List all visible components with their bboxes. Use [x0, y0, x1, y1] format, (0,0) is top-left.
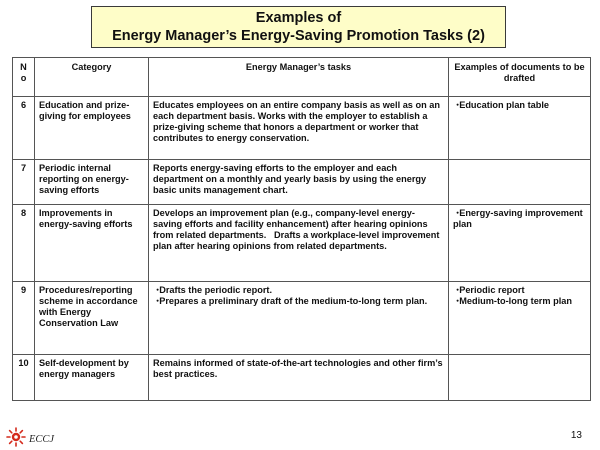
task-item: ・ Prepares a preliminary draft of the medium-to-long term plan.: [153, 296, 444, 307]
task-text: Develops an improvement plan (e.g., company-level energy-saving efforts and facility enhancement) after hearing opinions from related departments. Drafts a workplace-level improvement plan after hearing opinions from related departments.: [153, 208, 440, 251]
header-tasks: Energy Manager’s tasks: [149, 58, 449, 97]
row-category: Procedures/reporting scheme in accordance with Energy Conservation Law: [35, 282, 149, 355]
table-row: [13, 355, 591, 401]
row-category: Self-development by energy managers: [35, 355, 149, 401]
header-documents: Examples of documents to be drafted: [449, 58, 591, 97]
header-no: N o: [13, 58, 35, 97]
task-text: Educates employees on an entire company basis as well as on an each department basis. Works with the employer to establish a prize-giving scheme that honors a department or worker that contributes to energy conservation.: [153, 100, 440, 143]
page-number: 13: [570, 430, 582, 441]
row-tasks: [149, 160, 449, 205]
tasks-table: [12, 57, 591, 401]
document-item: ・ Medium-to-long term plan: [453, 296, 586, 307]
row-category: Periodic internal reporting on energy-saving efforts: [35, 160, 149, 205]
row-documents: [449, 355, 591, 401]
row-number: 10: [13, 355, 35, 401]
eccj-logo: [6, 426, 54, 448]
header-category: Category: [35, 58, 149, 97]
row-number: 7: [13, 160, 35, 205]
table-row: [13, 160, 591, 205]
row-documents: [449, 97, 591, 160]
document-item: ・ Energy-saving improvement plan: [453, 208, 586, 230]
row-documents: [449, 282, 591, 355]
task-text: Remains informed of state-of-the-art technologies and other firm’s best practices.: [153, 358, 443, 379]
slide-title-line-1: Examples of: [255, 10, 342, 26]
row-number: 9: [13, 282, 35, 355]
task-item: ・ Drafts the periodic report.: [153, 285, 444, 296]
document-item: ・ Education plan table: [453, 100, 586, 111]
row-documents: [449, 205, 591, 282]
row-tasks: [149, 97, 449, 160]
slide-title-line-2: Energy Manager’s Energy-Saving Promotion Tasks (2): [112, 28, 485, 44]
row-tasks: [149, 355, 449, 401]
row-category: Education and prize-giving for employees: [35, 97, 149, 160]
logo-text: ECCJ: [29, 433, 55, 445]
row-tasks: [149, 205, 449, 282]
row-number: 8: [13, 205, 35, 282]
slide-title: [91, 6, 506, 48]
row-category: Improvements in energy-saving efforts: [35, 205, 149, 282]
table-row: [13, 205, 591, 282]
row-documents: [449, 160, 591, 205]
task-text: Reports energy-saving efforts to the employer and each department on a monthly and yearly basis by using the energy basic units management chart.: [153, 163, 427, 195]
document-item: ・ Periodic report: [453, 285, 586, 296]
sunburst-logo-icon: [6, 427, 26, 447]
table-row: [13, 97, 591, 160]
row-number: 6: [13, 97, 35, 160]
table-header-row: [13, 58, 591, 97]
table-row: [13, 282, 591, 355]
row-tasks: [149, 282, 449, 355]
